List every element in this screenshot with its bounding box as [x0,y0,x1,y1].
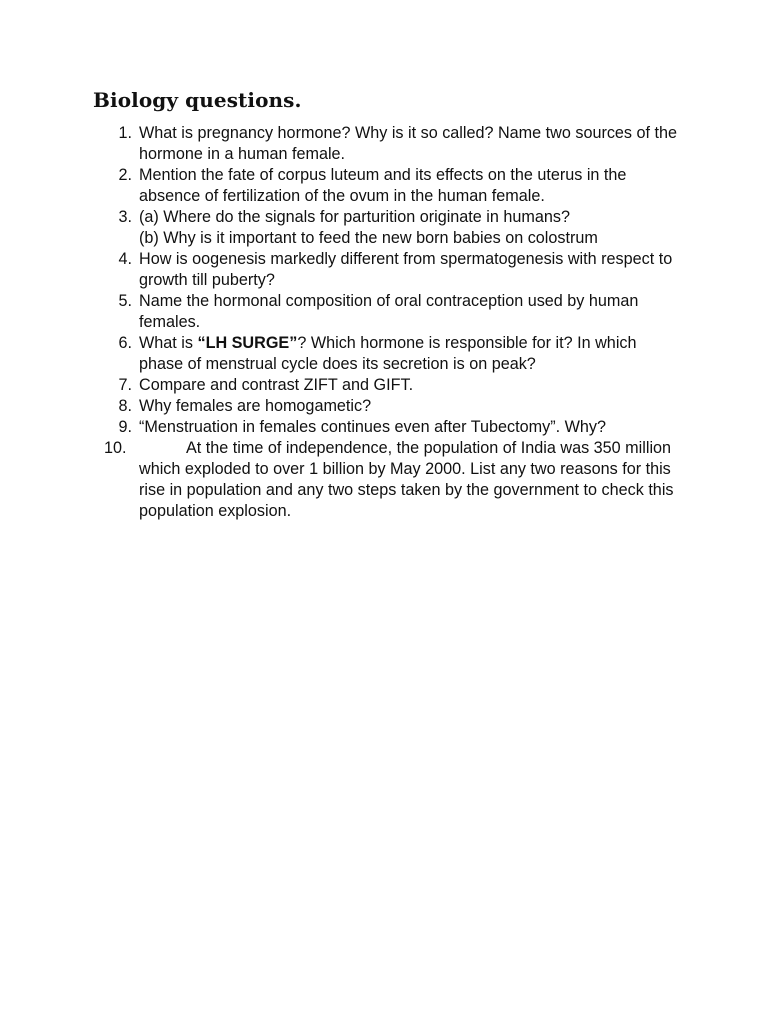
question-item [110,291,680,333]
question-item [110,375,680,396]
question-number: 3. [118,208,132,226]
question-list [104,123,680,522]
question-text: Mention the fate of corpus luteum and its effects on the uterus in the absence of fertilization of the ovum in the human female. [139,166,627,205]
question-item [110,123,680,165]
question-text: “Menstruation in females continues even after Tubectomy”. Why? [139,418,606,436]
question-item [110,396,680,417]
question-number: 1. [118,124,132,142]
question-text: How is oogenesis markedly different from spermatogenesis with respect to growth till puberty? [139,250,673,289]
question-number: 7. [118,376,132,394]
question-text: Name the hormonal composition of oral contraception used by human females. [139,292,639,331]
question-text: Why females are homogametic? [139,397,372,415]
question-text: At the time of independence, the population of India was 350 million which exploded to over 1 billion by May 2000. List any two reasons for this rise in population and any two steps taken by the government to check this population explosion. [139,439,674,520]
question-text: Compare and contrast ZIFT and GIFT. [139,376,414,394]
question-item [104,438,680,522]
question-number: 5. [118,292,132,310]
page-title: Biology questions. [93,88,302,112]
question-part-a: (a) Where do the signals for parturition originate in humans? [139,208,570,226]
question-item [110,417,680,438]
question-number: 8. [118,397,132,415]
question-item [110,165,680,207]
question-number: 4. [118,250,132,268]
question-number: 6. [118,334,132,352]
question-item [110,333,680,375]
question-item [110,207,680,249]
question-number: 9. [118,418,132,436]
question-text: What is pregnancy hormone? Why is it so called? Name two sources of the hormone in a human female. [139,124,678,163]
question-number: 2. [118,166,132,184]
question-item [110,249,680,291]
question-text-start: What is [139,334,198,352]
question-text-end: ? Which hormone is responsible for it? In which phase of menstrual cycle does its secretion is on peak? [139,334,637,373]
lh-surge-emphasis: “LH SURGE” [197,334,298,352]
question-part-b: (b) Why is it important to feed the new born babies on colostrum [139,229,598,247]
question-text [139,333,680,375]
question-number: 10. [104,439,127,457]
